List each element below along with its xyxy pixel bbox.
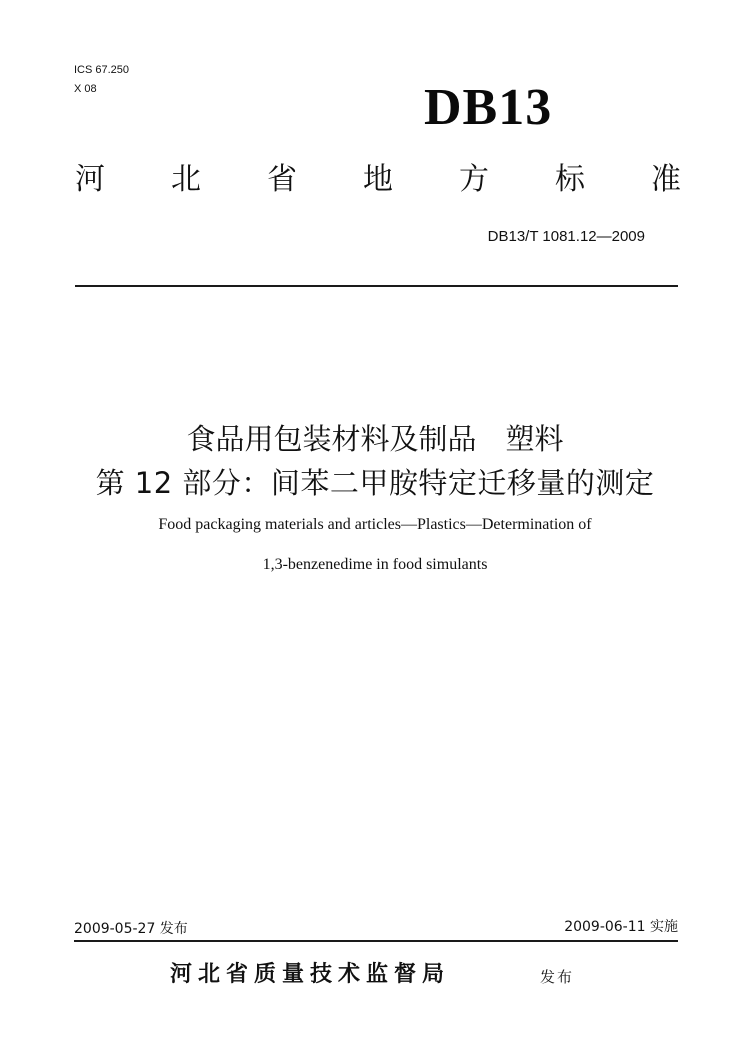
- issuing-authority: 河北省质量技术监督局: [170, 962, 451, 987]
- ics-code: ICS 67.250: [74, 64, 130, 76]
- top-divider: [75, 285, 678, 287]
- bottom-divider: [74, 940, 678, 942]
- local-standard-heading: [75, 160, 681, 200]
- implementation-date: 2009-06-11 实施: [564, 919, 678, 935]
- issuing-action: 发布: [540, 968, 575, 986]
- heading-char: 河: [75, 162, 105, 197]
- title-en-line-1: Food packaging materials and articles—Plastics—Determination of: [158, 516, 592, 533]
- classification-code: X 08: [74, 83, 97, 95]
- heading-char: 地: [363, 162, 393, 197]
- issue-date: 2009-05-27 发布: [74, 921, 188, 937]
- standard-number: DB13/T 1081.12—2009: [487, 228, 645, 245]
- title-zh-line-2: 第 12 部分：间苯二甲胺特定迁移量的测定: [95, 466, 655, 500]
- title-en-line-2: 1,3-benzenedime in food simulants: [262, 556, 488, 573]
- standard-logo: DB13: [424, 79, 553, 136]
- title-zh-line-1: 食品用包装材料及制品 塑料: [186, 422, 564, 456]
- heading-char: 省: [267, 162, 297, 197]
- heading-char: 方: [459, 162, 489, 197]
- heading-char: 北: [171, 162, 201, 197]
- heading-char: 准: [651, 162, 681, 197]
- heading-char: 标: [555, 162, 585, 197]
